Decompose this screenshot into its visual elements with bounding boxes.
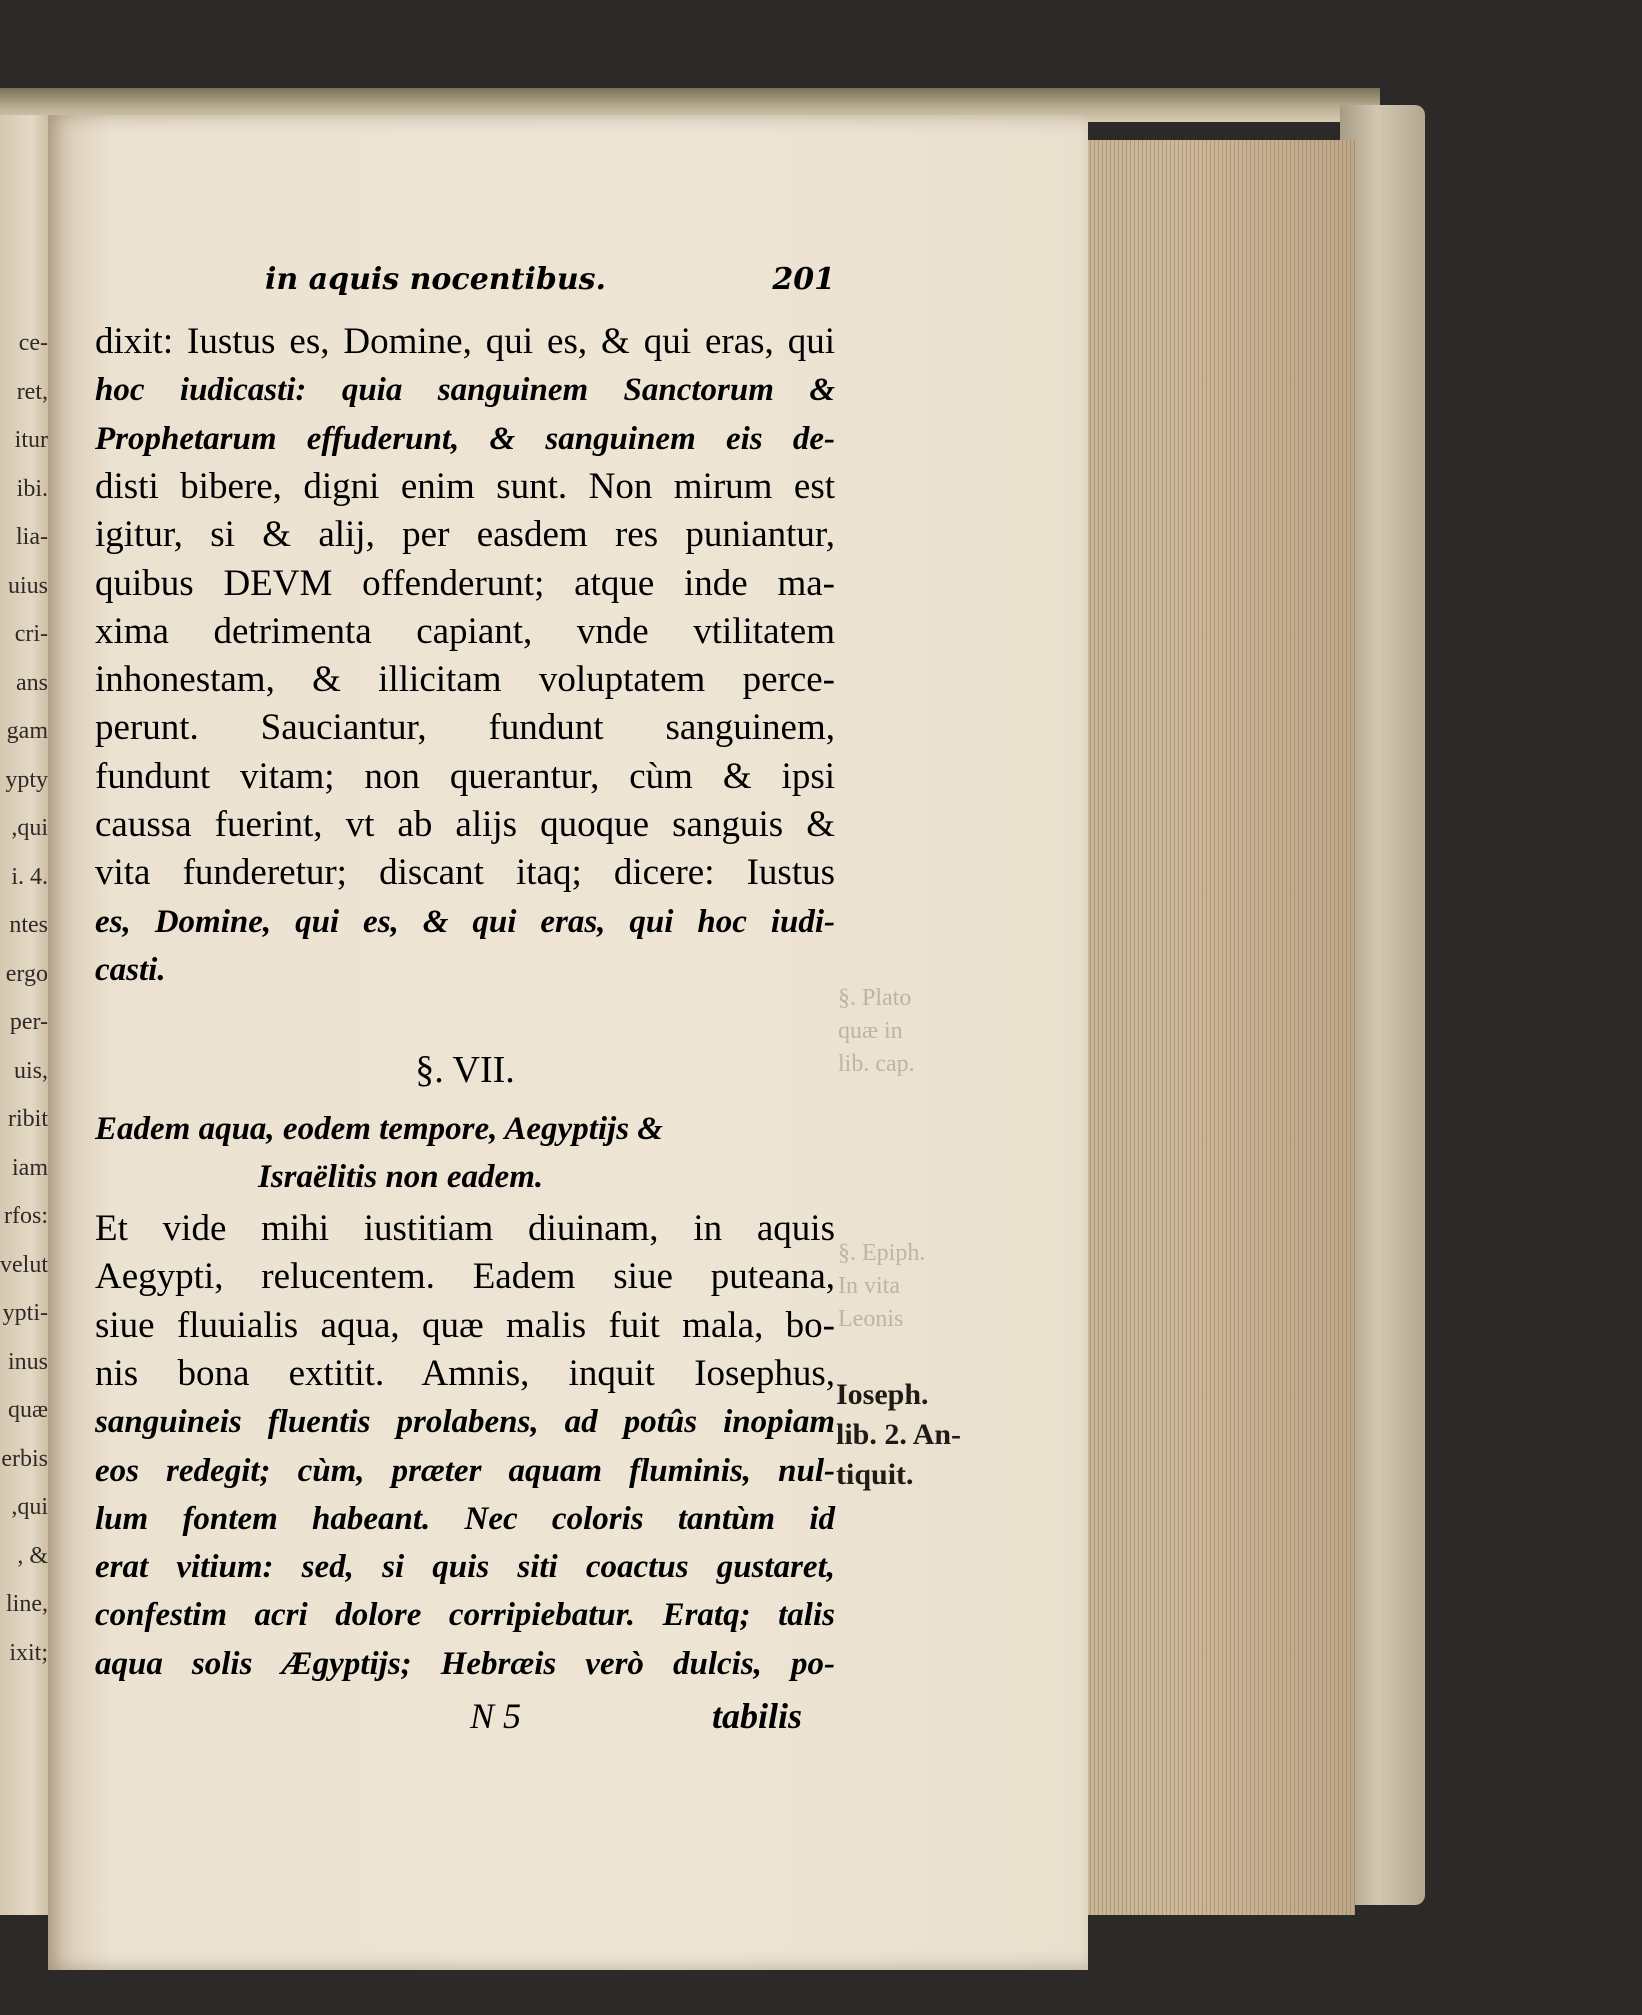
catchword: tabilis <box>712 1696 803 1736</box>
text-line: perunt. Sauciantur, fundunt sanguinem, <box>95 707 835 749</box>
left-page-fragment: ans <box>16 669 48 696</box>
signature-mark: N 5 <box>470 1696 522 1736</box>
margin-note <box>836 1375 986 1495</box>
book-fore-edge <box>1070 140 1355 1915</box>
left-page-fragment: erbis <box>1 1445 48 1472</box>
left-page-fragment: uis, <box>13 1057 48 1084</box>
left-page-fragment: iam <box>12 1154 48 1181</box>
section-number: §. VII. <box>415 1049 515 1091</box>
left-page-fragment: ce- <box>18 330 48 356</box>
text-line: es, Domine, qui es, & qui eras, qui hoc iudi- <box>95 903 835 940</box>
left-page-fragment: per- <box>9 1009 48 1035</box>
show-through-text: §. Epiph. <box>838 1240 926 1266</box>
margin-note-line: lib. 2. An- <box>836 1418 962 1451</box>
left-page-fragment: ribit <box>8 1106 48 1132</box>
text-line: inhonestam, & illicitam voluptatem perce- <box>95 659 835 701</box>
left-page-fragment: ixit; <box>9 1639 48 1666</box>
left-page-fragment: ntes <box>9 912 48 938</box>
text-line: Prophetarum effuderunt, & sanguinem eis de- <box>95 420 835 457</box>
text-line: casti. <box>95 951 166 988</box>
running-header <box>95 262 835 302</box>
text-line: Aegypti, relucentem. Eadem siue puteana, <box>95 1256 835 1298</box>
left-page-fragment: gam <box>6 718 48 744</box>
section-title-line-2: Israëlitis non eadem. <box>258 1159 544 1195</box>
left-page-fragment: quæ <box>7 1397 48 1423</box>
left-page-fragment: velut <box>0 1251 48 1278</box>
left-page-fragment: itur <box>14 427 48 453</box>
left-page-fragment: ibi. <box>16 475 48 502</box>
margin-note-line: Ioseph. <box>836 1378 929 1411</box>
text-line: dixit: Iustus es, Domine, qui es, & qui eras, qui <box>95 321 835 362</box>
text-line: erat vitium: sed, si quis siti coactus gustaret, <box>95 1549 835 1586</box>
text-line: confestim acri dolore corripiebatur. Eratq; talis <box>95 1597 835 1634</box>
left-page-fragment: ,qui <box>11 1494 48 1520</box>
text-line: caussa fuerint, vt ab alijs quoque sanguis & <box>95 804 835 845</box>
text-line: fundunt vitam; non querantur, cùm & ipsi <box>95 755 835 797</box>
show-through-text: lib. cap. <box>838 1051 915 1077</box>
text-line: quibus DEVM offenderunt; atque inde ma- <box>95 562 835 604</box>
text-line: Et vide mihi iustitiam diuinam, in aquis <box>95 1208 835 1249</box>
left-page-fragment: inus <box>7 1348 48 1375</box>
text-line: xima detrimenta capiant, vnde vtilitatem <box>95 610 835 652</box>
text-line: igitur, si & alij, per easdem res puniantur, <box>95 514 835 556</box>
text-line: nis bona extitit. Amnis, inquit Iosephus, <box>95 1352 835 1394</box>
left-page-fragment: rfos: <box>4 1203 48 1229</box>
text-line: sanguineis fluentis prolabens, ad potûs inopiam <box>95 1404 835 1441</box>
show-through-text: quæ in <box>838 1018 903 1044</box>
left-page-fragment: cri- <box>14 621 48 647</box>
text-line: vita funderetur; discant itaq; dicere: Iustus <box>95 852 835 894</box>
show-through-text: §. Plato <box>838 985 912 1011</box>
show-through-text: Leonis <box>838 1306 904 1332</box>
left-page-fragment: ,qui <box>11 815 48 841</box>
left-page-fragment: lia- <box>16 524 48 550</box>
left-page-fragment: uius <box>7 572 48 599</box>
left-page-strip <box>0 115 52 1915</box>
left-page-fragment: , & <box>17 1542 48 1569</box>
left-page-fragment: line, <box>6 1591 48 1617</box>
text-line: hoc iudicasti: quia sanguinem Sanctorum & <box>95 372 835 409</box>
running-title: in aquis nocentibus. <box>265 262 606 297</box>
left-page-fragment: ret, <box>16 378 48 405</box>
page-number: 201 <box>772 262 835 297</box>
left-page-fragment: i. 4. <box>11 863 48 890</box>
text-line: eos redegit; cùm, præter aquam fluminis, nul- <box>95 1452 835 1489</box>
left-page-fragment: ypty <box>5 766 48 793</box>
text-line: lum fontem habeant. Nec coloris tantùm id <box>95 1500 835 1537</box>
show-through-text: In vita <box>838 1273 900 1299</box>
margin-note-line: tiquit. <box>836 1458 914 1491</box>
text-line: siue fluuialis aqua, quæ malis fuit mala, bo- <box>95 1304 835 1346</box>
text-line: aqua solis Ægyptijs; Hebræis verò dulcis, po- <box>95 1645 835 1682</box>
left-page-fragment: ergo <box>5 960 48 987</box>
text-line: disti bibere, digni enim sunt. Non mirum est <box>95 465 835 507</box>
left-page-fragment: ypti- <box>2 1300 48 1326</box>
section-title-line-1: Eadem aqua, eodem tempore, Aegyptijs & <box>95 1111 663 1147</box>
